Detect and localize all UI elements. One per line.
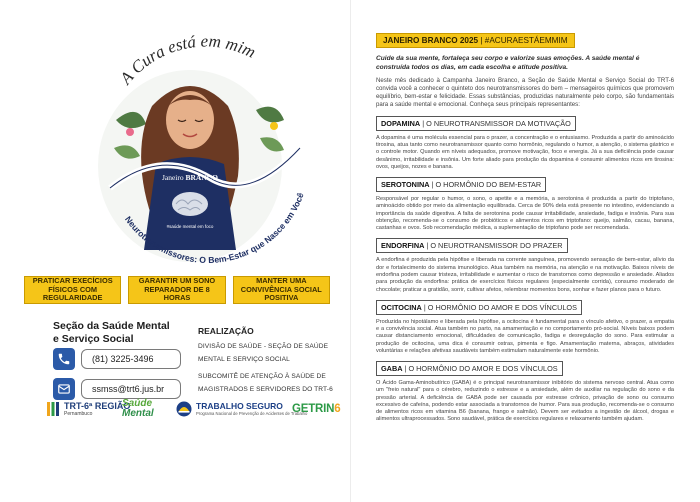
fold-line — [350, 0, 351, 502]
getrin-number: 6 — [334, 403, 341, 415]
getrin6-logo — [292, 392, 340, 426]
section-name: ENDORFINA — [381, 241, 425, 251]
mental-word: Mental — [122, 408, 154, 419]
intro-emphasis: Cuide da sua mente, fortaleça seu corpo e valorize suas emoções. A saúde mental é construída todos os dias, em cada escolha e atitude positiva. — [376, 55, 640, 71]
section-text: Produzida no hipotálamo e liberada pela hipófise, a ocitocina é fundamental para o vínculo afetivo, o prazer, a empatia e a convivência social. Atua também no parto, na amamentação e no comportamento pró-social. Níveis baixos podem causar distanciamento emocional, dificuldades de comunicação, fadiga e desregulação do sono. Para estimular a produção de ocitocina, uma dica é consumir ostras, pimenta e figo. Amamentação materna, abraços, atividades voluntárias e relações afetivas saudáveis também estimulam naturalmente este hormônio. — [376, 318, 674, 354]
trabalho-sub: Programa Nacional de Prevenção de Acidentes de Trabalho — [196, 410, 308, 416]
getrin-text: GETRIN — [292, 403, 335, 415]
section-subtitle: | O HORMÔNIO DO BEM-ESTAR — [429, 180, 542, 190]
section-name: GABA — [381, 364, 403, 374]
section-heading — [376, 300, 582, 315]
tip-exercise: PRATICAR EXECÍCIOS FÍSICOS COM REGULARIDADE — [24, 276, 121, 304]
org-title-line2: e Serviço Social — [53, 333, 134, 346]
flower-yellow — [270, 122, 278, 130]
saude-mental-logo — [122, 392, 154, 426]
hardhat-icon — [176, 401, 192, 417]
section-heading — [376, 238, 568, 253]
section-serotonina — [376, 174, 674, 232]
realizacao-line2: MENTAL E SERVIÇO SOCIAL — [198, 355, 290, 363]
section-ocitocina — [376, 297, 674, 355]
section-gaba — [376, 358, 674, 424]
arc-title: A Cura está em mim — [116, 31, 259, 88]
section-endorfina — [376, 235, 674, 293]
section-name: OCITOCINA — [381, 302, 422, 312]
shirt-brand: Janeiro BRANCO — [161, 173, 219, 182]
section-subtitle: | O NEUROTRANSMISSOR DO PRAZER — [424, 241, 563, 251]
brain-icon — [172, 192, 208, 216]
section-subtitle: | O NEUROTRANSMISSOR DA MOTIVAÇÃO — [420, 118, 571, 128]
banner-title: JANEIRO BRANCO 2025 — [383, 36, 479, 45]
logos-row — [20, 392, 340, 426]
arc-subtitle: Neurotransmissores: O Bem-Estar que Nasce em Você — [123, 191, 306, 265]
trt6-sub: Pernambuco — [64, 410, 93, 417]
realizacao-label: REALIZAÇÃO — [198, 326, 254, 336]
tips-row — [24, 276, 330, 304]
section-text: O Ácido Gama-Aminobutírico (GABA) é o principal neurotransmissor inibitório do sistema nervoso central. Atua como um "freio natural" para o cérebro, reduzindo o estresse e a ansiedade, além de auxiliar na regulação do sono e da pressão arterial. A deficiência de GABA pode ser causada por estresse crônico, privação de sono ou consumo excessivo de cafeína, podendo estar associada a transtornos de humor. Para sua produção, recomenda-se o consumo de alimentos ricos em vitamina B6 (banana, frango e salmão). Devem ser evitados a ingestão de álcool, drogas e alimentos ultraprocessados. Sono saudável, prática de exercícios regulares e relaxamento também ajudam. — [376, 380, 674, 423]
realizacao-block — [198, 326, 338, 396]
right-panel — [376, 30, 674, 424]
section-heading — [376, 116, 576, 131]
trabalho-name: TRABALHO SEGURO — [196, 401, 283, 412]
section-text: A endorfina é produzida pela hipófise e liberada na corrente sanguínea, promovendo sensação de bem-estar, alívio da dor e fortalecimento do sistema imunológico. Atua também na memória, na atenção e na motivação. Baixos níveis de endorfina podem causar tristeza, irritabilidade e aumentar o risco de transtornos como depressão e ansiedade. Aliados para produção da endorfina: prática de exercícios físicos regulares (especialmente corrida), consumo moderado de chocolate; praticar a gratidão, sorrir, cultivar afetos, relembrar momentos bons, sonhar e fazer planos para o futuro. — [376, 257, 674, 293]
phone-number[interactable]: (81) 3225-3496 — [81, 349, 181, 369]
section-text: A dopamina é uma molécula essencial para o prazer, a concentração e o entusiasmo. Produzida a partir do aminoácido tirosina, atua tanto como neurotransmissor quanto como hormônio, regulando o humor, a atenção, o sistema gástrico e o controle motor. Quando em níveis adequados, promove motivação, foco e energia. Já a sua deficiência pode causar desânimo, irritabilidade e insônia. Um forte aliado para produção da dopamina é consumir alimentos ricos em tirosina: ovos, queijos, nozes e banana. — [376, 134, 674, 170]
flower-pink — [126, 128, 134, 136]
section-subtitle: | O HORMÔNIO DO AMOR E DOS VÍNCULOS — [421, 302, 577, 312]
org-title — [53, 320, 183, 346]
section-heading — [376, 177, 546, 192]
phone-contact[interactable] — [53, 348, 181, 370]
campaign-banner — [376, 33, 575, 48]
trt6-name: TRT-6ª REGIÃO — [64, 400, 131, 411]
section-text: Responsável por regular o humor, o sono, o apetite e a memória, a serotonina é produzida a partir do triptofano, aminoácido obtido por meio da alimentação equilibrada. Cerca de 90% dela está presente no intestino, evidenciando a importância da saúde digestiva. A falta de serotonina pode causar irritabilidade, ansiedade, fadiga e insônia. Para sua obtenção, recomenda-se o consumo de probióticos e alimentos ricos em triptofano: queijo, salmão, cacau, banana, castanhas e ovos. Sob recomendação médica, a suplementação de triptofano pode ser recomendada. — [376, 196, 674, 232]
banner-hashtag: | #ACURAESTÁEMMIM — [478, 36, 568, 45]
phone-icon — [53, 348, 75, 370]
saude-word: Saúde — [122, 397, 153, 409]
hero-illustration — [70, 28, 330, 278]
tip-sleep: GARANTIR UM SONO REPARADOR DE 8 HORAS — [128, 276, 225, 304]
shirt-hashtag: #saúde mental em foco — [166, 224, 214, 229]
realizacao-line3: SUBCOMITÊ DE ATENÇÃO À SAÚDE DE — [198, 372, 326, 380]
trt6-mark-icon — [46, 400, 60, 418]
trt6-logo — [46, 392, 130, 426]
trabalho-seguro-logo — [176, 392, 307, 426]
realizacao-line1: DIVISÃO DE SAÚDE - SEÇÃO DE SAÚDE — [198, 343, 329, 350]
hero-svg — [70, 28, 330, 278]
email-address[interactable]: ssmss@trt6.jus.br — [81, 379, 181, 399]
section-name: SEROTONINA — [381, 180, 430, 190]
section-name: DOPAMINA — [381, 118, 421, 128]
intro-paragraph: Neste mês dedicado à Campanha Janeiro Branco, a Seção de Saúde Mental e Serviço Social do TRT-6 convida você a conhecer o quinteto dos neurotransmissores do bem – mensageiros químicos que promovem equilíbrio, bem-estar e felicidade. Essas substâncias, produzidas naturalmente pelo corpo, são fundamentais para a saúde mental e emocional. Conheça seus principais representantes: — [376, 77, 674, 108]
section-dopamina — [376, 113, 674, 171]
section-subtitle: | O HORMÔNIO DO AMOR E DOS VÍNCULOS — [402, 364, 558, 374]
tip-social: MANTER UMA CONVIVÊNCIA SOCIAL POSITIVA — [233, 276, 330, 304]
org-title-line1: Seção da Saúde Mental — [53, 320, 170, 332]
section-heading — [376, 361, 563, 376]
realizacao-line4: MAGISTRADOS E SERVIDORES DO TRT-6 — [198, 385, 333, 393]
